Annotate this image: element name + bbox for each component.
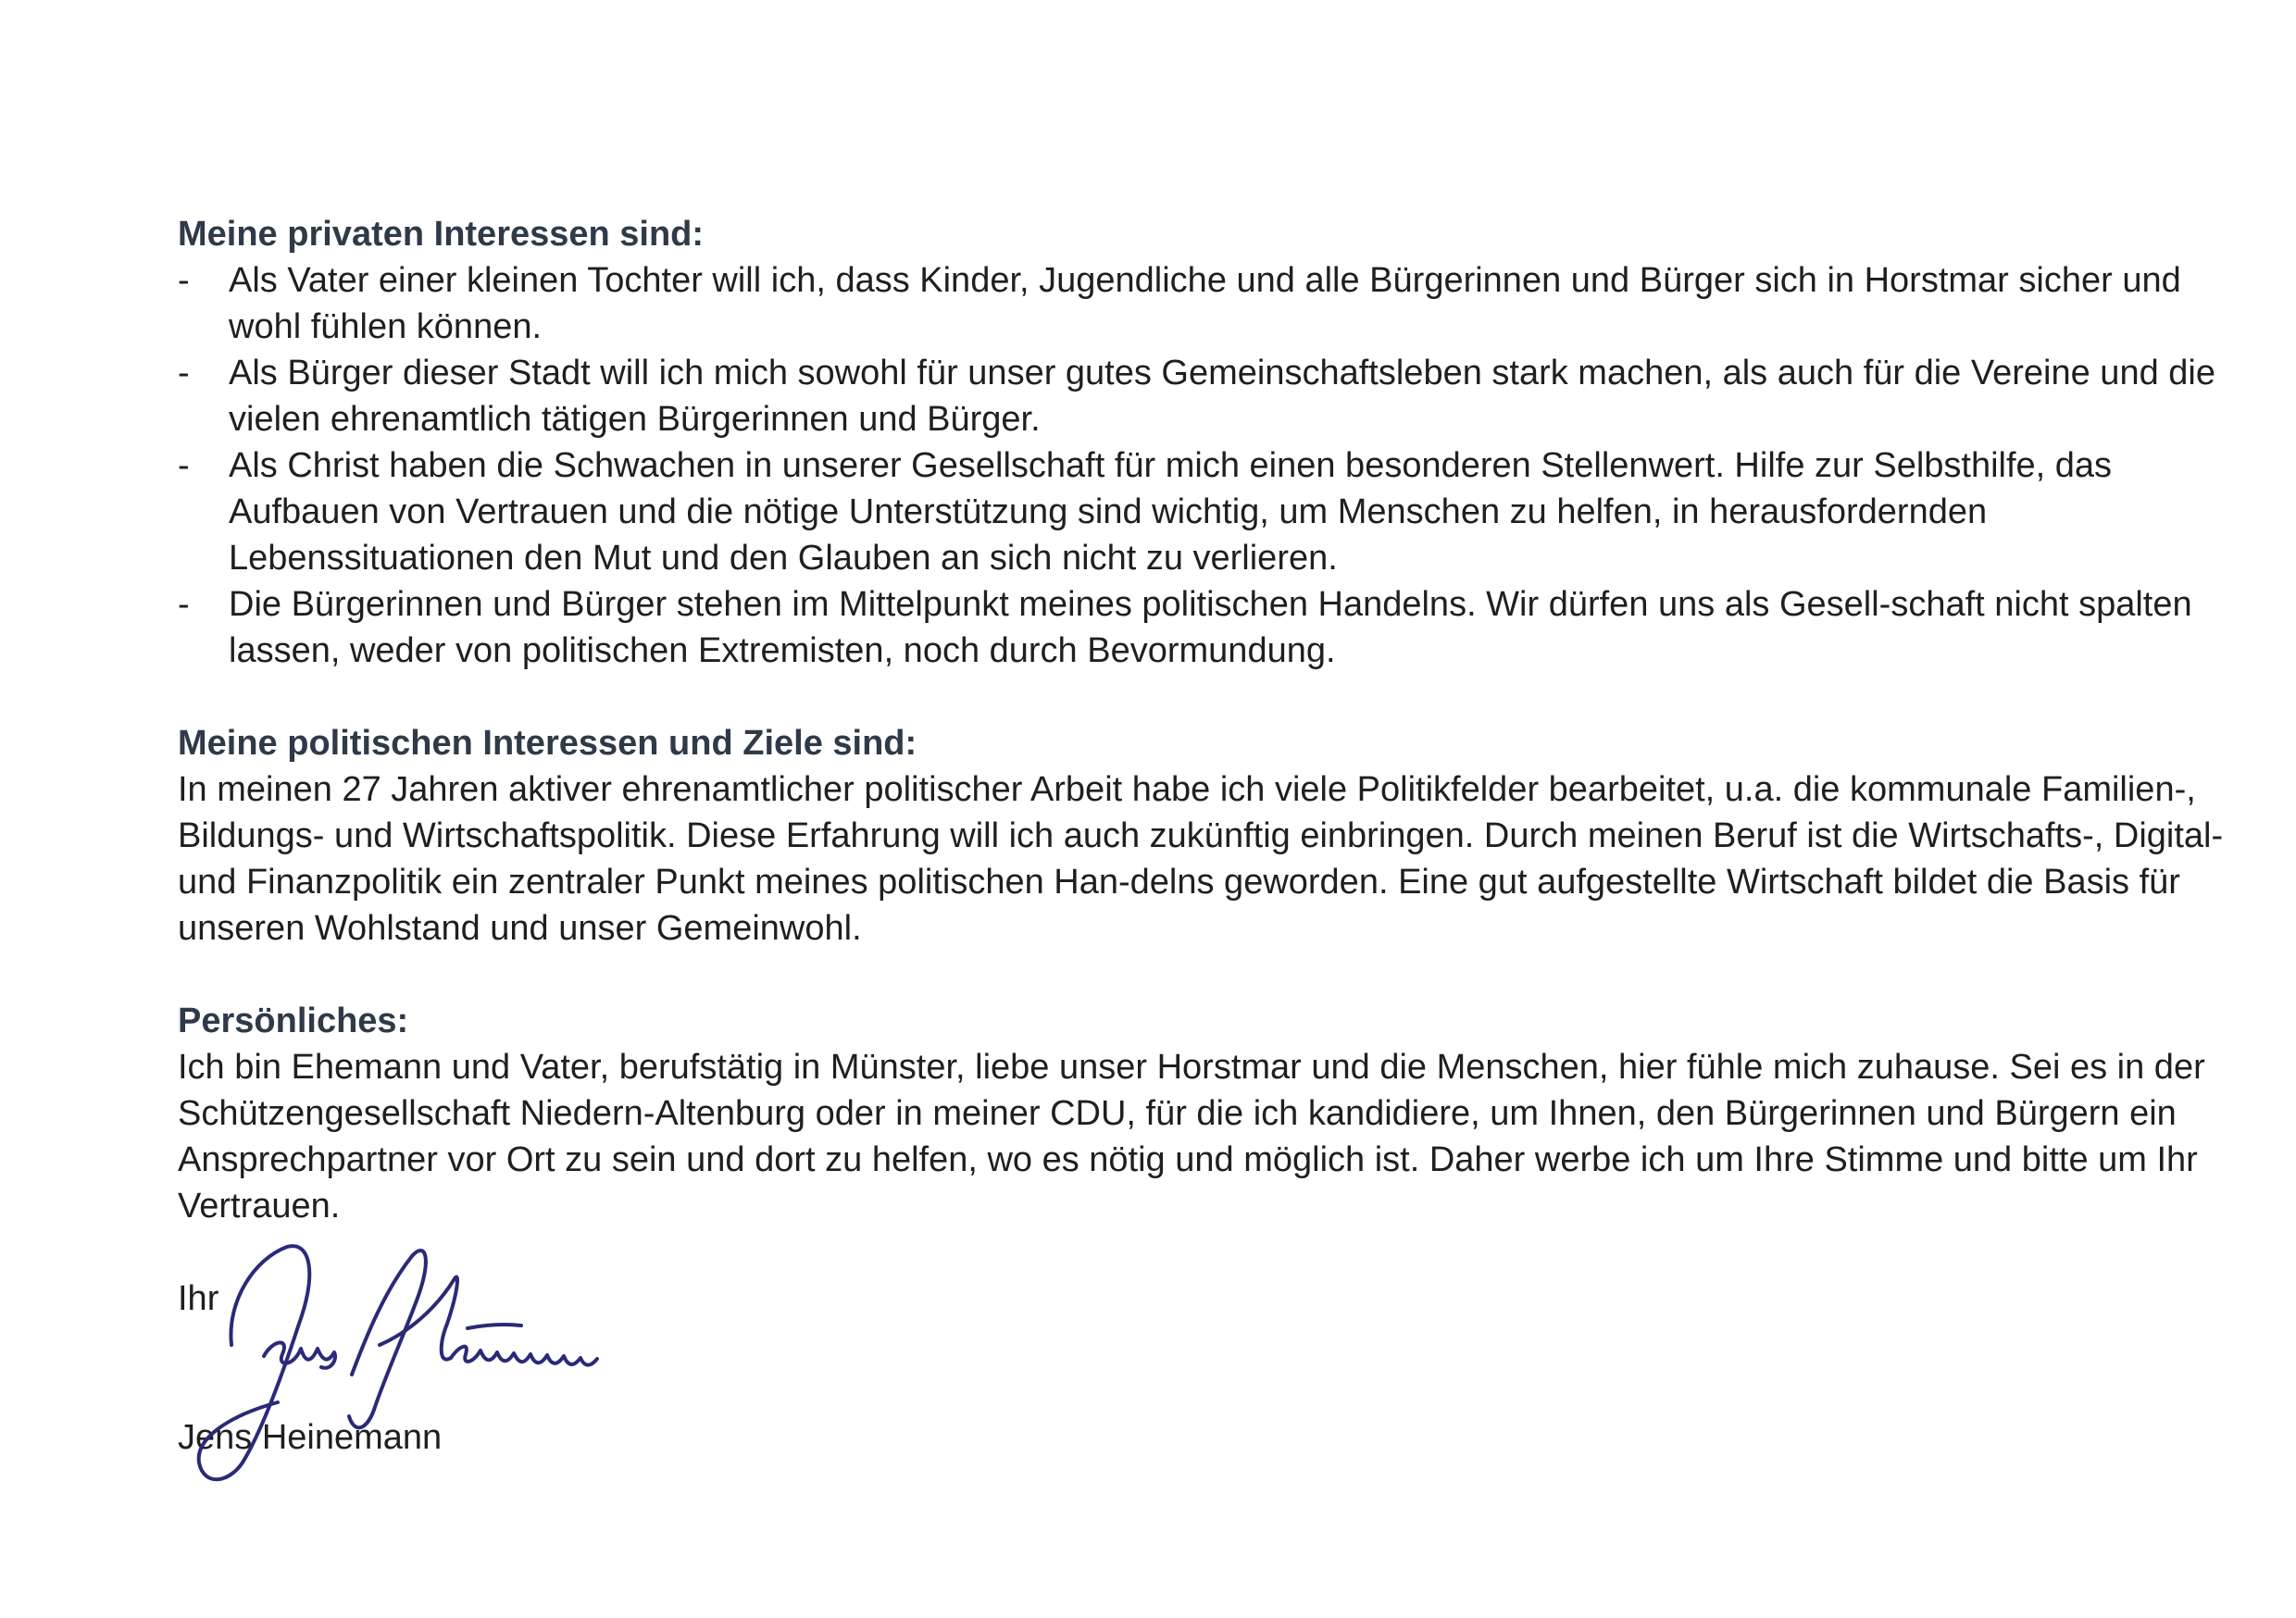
personal-text: Ich bin Ehemann und Vater, berufstätig in Münster, liebe unser Horstmar und die Menschen, hier fühle mich zuhause. Sei es in der Schützengesellschaft Niedern-Altenburg oder in meiner CDU, für die ich kandidiere, um Ihnen, den Bürgerinnen und Bürgern ein Ansprechpartner vor Ort zu sein und dort zu helfen, wo es nötig und möglich ist. Daher werbe ich um Ihre Stimme und bitte um Ihr Vertrauen.: [178, 1048, 2205, 1226]
list-item-text: Als Vater einer kleinen Tochter will ich, dass Kinder, Jugendliche und alle Bürgerinnen und Bürger sich in Horstmar sicher und wohl fühlen können.: [229, 261, 2181, 346]
signer-name: Jens Heinemann: [178, 1418, 443, 1457]
list-item: [178, 257, 2252, 350]
section-spacer: [178, 674, 2252, 720]
dash-bullet: -: [178, 446, 190, 485]
list-item-text: Als Christ haben die Schwachen in unserer Gesellschaft für mich einen besonderen Stellenwert. Hilfe zur Selbsthilfe, das Aufbauen von Vertrauen und die nötige Unterstützung sind wichtig, um Menschen zu helfen, in herausfordernden Lebenssituationen den Mut und den Glauben an sich nicht zu verlieren.: [229, 446, 2113, 578]
private-interests-list: [178, 257, 2252, 674]
private-interests-heading: Meine privaten Interessen sind:: [178, 215, 705, 254]
personal-heading: Persönliches:: [178, 1002, 409, 1040]
handwritten-signature: [190, 1236, 634, 1504]
political-interests-heading: Meine politischen Interessen und Ziele sind:: [178, 724, 917, 763]
list-item-text: Als Bürger dieser Stadt will ich mich sowohl für unser gutes Gemeinschaftsleben stark machen, als auch für die Vereine und die vielen ehrenamtlich tätigen Bürgerinnen und Bürger.: [229, 354, 2215, 439]
list-item: [178, 350, 2252, 442]
political-interests-text: In meinen 27 Jahren aktiver ehrenamtlicher politischer Arbeit habe ich viele Politikfelder bearbeitet, u.a. die kommunale Familien-, Bildungs- und Wirtschaftspolitik. Diese Erfahrung will ich auch zukünftig einbringen. Durch meinen Beruf ist die Wirtschafts-, Digital- und Finanzpolitik ein zentraler Punkt meines politischen Han-delns geworden. Eine gut aufgestellte Wirtschaft bildet die Basis für unseren Wohlstand und unser Gemeinwohl.: [178, 770, 2224, 948]
section-spacer: [178, 952, 2252, 998]
list-item: [178, 581, 2252, 674]
dash-bullet: -: [178, 261, 190, 300]
closing-salutation: Ihr: [178, 1279, 219, 1318]
dash-bullet: -: [178, 354, 190, 392]
list-item-text: Die Bürgerinnen und Bürger stehen im Mittelpunkt meines politischen Handelns. Wir dürfen uns als Gesell-schaft nicht spalten lassen, weder von politischen Extremisten, noch durch Bevormundung.: [229, 585, 2192, 670]
dash-bullet: -: [178, 585, 190, 624]
list-item: [178, 442, 2252, 581]
